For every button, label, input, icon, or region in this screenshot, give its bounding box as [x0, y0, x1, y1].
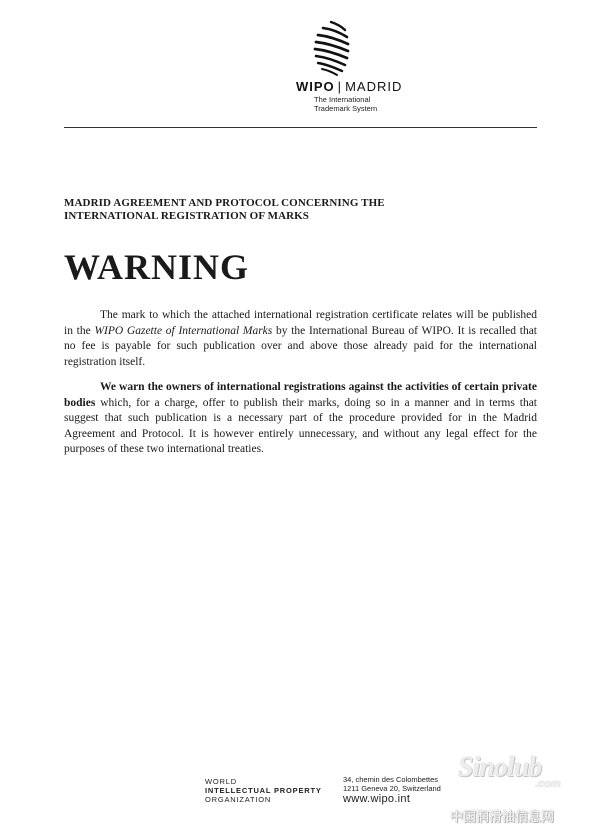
- footer-address-line2: 1211 Geneva 20, Switzerland: [343, 784, 441, 793]
- logo-separator: |: [337, 79, 343, 94]
- heading-line1: MADRID AGREEMENT AND PROTOCOL CONCERNING THE: [64, 197, 385, 209]
- logo-subtitle-line1: The International: [314, 95, 371, 104]
- footer-website-link[interactable]: www.wipo.int: [343, 793, 411, 805]
- paragraph-publication: [64, 308, 537, 370]
- logo-madrid: MADRID: [345, 79, 403, 94]
- para1-text-a: The mark to which the attached international registration certificate relates will be published in the: [64, 309, 537, 337]
- logo-subtitle: [314, 95, 402, 113]
- document-heading: [64, 197, 484, 223]
- logo-title: [296, 79, 402, 94]
- footer-address-line1: 34, chemin des Colombettes: [343, 775, 439, 784]
- footer-org-line2: INTELLECTUAL PROPERTY: [205, 786, 322, 795]
- warning-title: WARNING: [64, 247, 250, 287]
- para2-text: which, for a charge, offer to publish their marks, doing so in a manner and in terms that suggest that such publication is a necessary part of the procedure provided for in the Madrid Agreement and Protocol. It is however entirely unnecessary, and without any legal effect for the purposes of these two international treaties.: [64, 396, 537, 455]
- sinolub-watermark: [450, 752, 598, 828]
- watermark-logo: Sinolub: [458, 752, 542, 783]
- paragraph-warning: [64, 380, 537, 458]
- watermark-domain: .com: [535, 778, 561, 790]
- watermark-chinese-text: 中国润滑油信息网: [450, 810, 555, 825]
- heading-line2: INTERNATIONAL REGISTRATION OF MARKS: [64, 210, 310, 222]
- header-divider: [64, 127, 537, 128]
- logo-subtitle-line2: Trademark System: [314, 104, 378, 113]
- para2-bold: We warn the owners of international registrations against the activities of certain private bodies: [64, 381, 537, 409]
- logo-wipo: WIPO: [296, 79, 335, 94]
- footer-org-line1: WORLD: [205, 777, 237, 786]
- para1-text-b: by the International Bureau of WIPO. It is recalled that no fee is payable for such publication over and above those already paid for the international registration itself.: [64, 324, 537, 368]
- footer-org-line3: ORGANIZATION: [205, 795, 272, 804]
- wipo-madrid-logo: [296, 79, 402, 113]
- wipo-logo-icon: [311, 20, 351, 78]
- gazette-title: WIPO Gazette of International Marks: [94, 324, 273, 337]
- footer-organization: [205, 777, 322, 804]
- footer-address: [343, 775, 441, 806]
